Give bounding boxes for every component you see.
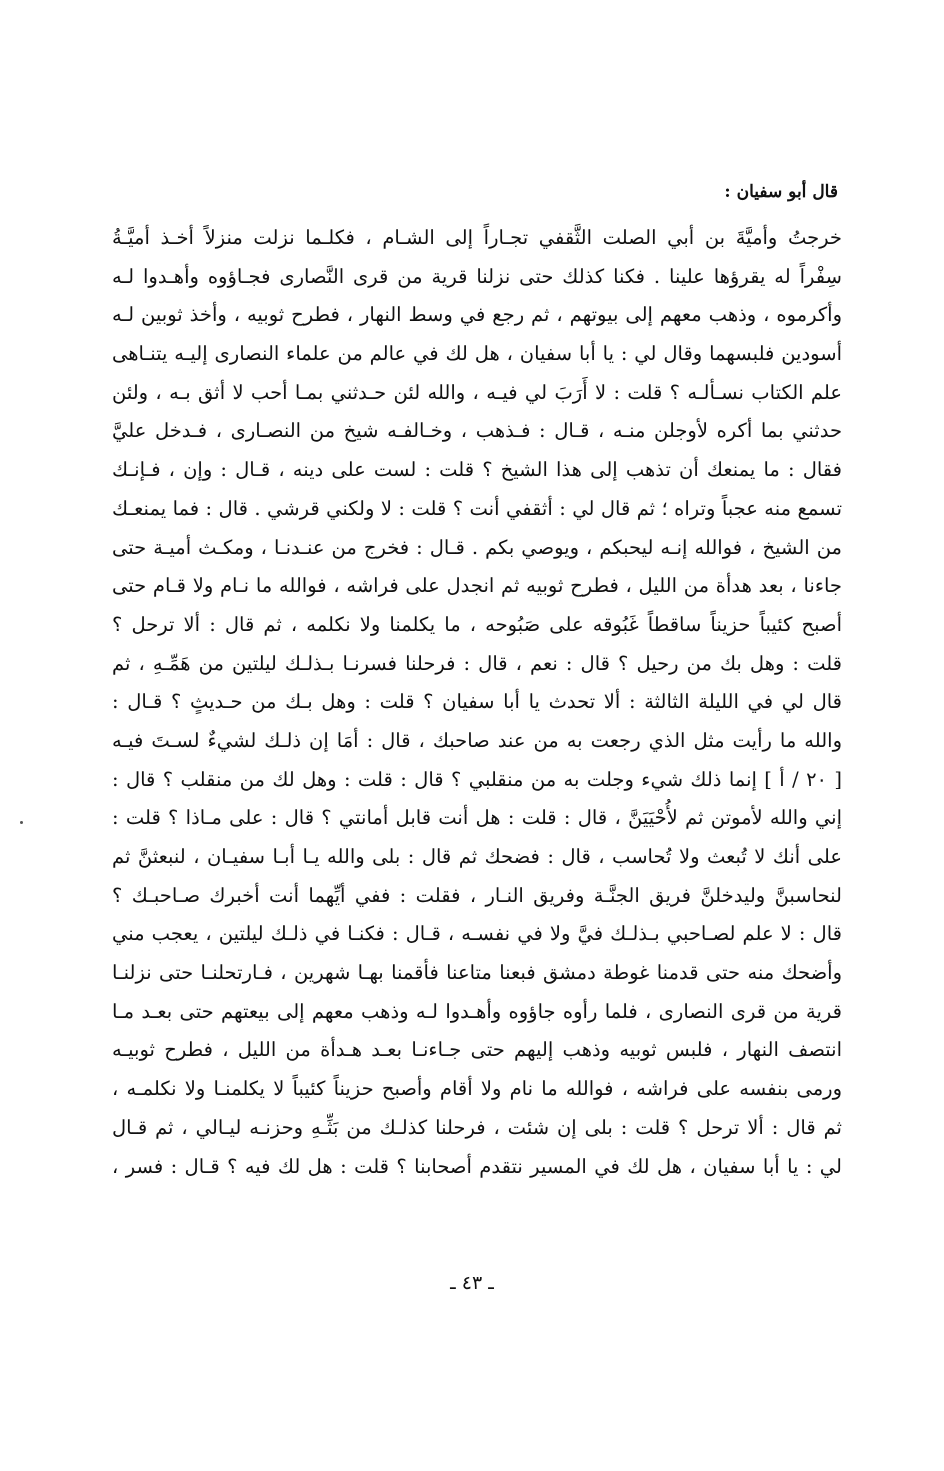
- body-text: [112, 219, 842, 1186]
- text-line: قلت : وهل بك من رحيل ؟ قال : نعم ، قال : فرحلنا فسرنـا بـذلـك ليلتين من هَمِّـهِ ، ثم: [112, 651, 842, 675]
- text-line: أصبح كئيباً حزيناً ساقطاً غَبُوقه على صَبُوحه ، ما يكلمنا ولا نكلمه ، ثم قال : ألا ترحل ؟: [112, 612, 842, 636]
- text-line: جاءنا ، بعد هدأة من الليل ، فطرح ثوبيه ثم انجدل على فراشه ، فوالله ما نـام ولا قـام حتى: [112, 574, 842, 598]
- text-line: لنحاسبنَّ وليدخلنَّ فريق الجنَّـة وفريق النـار ، فقلت : ففي أيِّهما أنت أخبرك صـاحبـك ؟: [112, 883, 842, 907]
- text-line: [ ٢٠ / أ ] إنما ذلك شيء وجلت به من منقلبي ؟ قال : قلت : وهل لك من منقلب ؟ قال :: [112, 767, 842, 791]
- text-line: من الشيخ ، فوالله إنـه ليحبكم ، ويوصي بكم . قـال : فخرج من عنـدنـا ، ومكـث أميـة حتى: [112, 535, 842, 559]
- margin-mark: [20, 821, 23, 824]
- text-line: أسودين فلبسهما وقال لي : يا أبا سفيان ، هل لك في عالم من علماء النصارى إليـه يتنـاهى: [112, 342, 842, 366]
- text-line: إني والله لأموتن ثم لأُحْيَيَنَّ ، قال : قلت : هل أنت قابل أمانتي ؟ قال : على مـاذا ؟ قلت :: [112, 806, 842, 830]
- text-line: وأضحك منه حتى قدمنا غوطة دمشق فبعنا متاعنا فأقمنا بهـا شهرين ، فـارتحلنـا حتى نزلنـا: [112, 961, 842, 985]
- text-line: سِفْراً له يقرؤها علينا . فكنا كذلك حتى نزلنا قرية من قرى النَّصارى فجـاؤوه وأهـدوا لـه: [112, 264, 842, 288]
- text-line: قال : لا علم لصـاحبي بـذلـك فيَّ ولا في نفسـه ، قـال : فكنـا في ذلـك ليلتين ، يعجب مني: [112, 922, 842, 946]
- text-line: قرية من قرى النصارى ، فلما رأوه جاؤوه وأهـدوا لـه وذهب معهم إلى بيعتهم حتى بعـد مـا: [112, 999, 842, 1023]
- text-line: على أنك لا تُبعث ولا تُحاسب ، قال : فضحك ثم قال : بلى والله يـا أبـا سفيـان ، لنبعثنَّ ثم: [112, 845, 842, 868]
- text-line: ورمى بنفسه على فراشه ، فوالله ما نام ولا أقام وأصبح حزيناً كئيباً لا يكلمنـا ولا نكلمـه ،: [112, 1077, 842, 1101]
- text-line: قال لي في الليلة الثالثة : ألا تحدث يا أبا سفيان ؟ قلت : وهل بـك من حـديثٍ ؟ قـال :: [112, 690, 842, 714]
- text-line: ثم قال : ألا ترحل ؟ قلت : بلى إن شئت ، فرحلنا كذلـك من بَثِّـهِ وحزنـه ليـالي ، ثم قـال: [112, 1115, 842, 1139]
- text-line: والله ما رأيت مثل الذي رجعت به من عند صاحبك ، قال : أمَا إن ذلـك لشيءٌ لسـتَ فيـه: [112, 728, 842, 752]
- section-heading: قال أبو سفيان :: [724, 182, 838, 202]
- text-line: علم الكتاب نسـألـه ؟ قلت : لا أَرَبَ لي فيـه ، والله لئن حـدثني بمـا أحب لا أثق بـه ، ولئن: [112, 380, 842, 404]
- text-line: حدثني بما أكره لأوجلن منـه ، قـال : فـذهب ، وخـالفـه شيخ من النصـارى ، فـدخل عليَّ: [112, 419, 842, 443]
- text-line: فقال : ما يمنعك أن تذهب إلى هذا الشيخ ؟ قلت : لست على دينه ، قـال : وإن ، فـإنـك: [112, 458, 842, 482]
- text-line: وأكرموه ، وذهب معهم إلى بيوتهم ، ثم رجع في وسط النهار ، فطرح ثوبيه ، وأخذ ثوبين لـه: [112, 303, 842, 327]
- text-line: انتصف النهار ، فلبس ثوبيه وذهب إليهم حتى جـاءنـا بعـد هـدأة من الليل ، فطرح ثوبيـه: [112, 1038, 842, 1062]
- text-line: خرجتُ وأميَّةَ بن أبي الصلت الثَّقفي تجـاراً إلى الشـام ، فكلـما نزلت منزلاً أخـذ أميَّـةُ: [112, 226, 842, 249]
- page-number: ـ ٤٣ ـ: [450, 1272, 494, 1294]
- text-line: تسمع منه عجباً وتراه ؛ ثم قال لي : أثقفي أنت ؟ قلت : لا ولكني قرشي . قال : فما يمنعـك: [112, 496, 842, 520]
- text-line: لي : يا أبا سفيان ، هل لك في المسير نتقدم أصحابنا ؟ قلت : هل لك فيه ؟ قـال : فسر ،: [112, 1154, 842, 1178]
